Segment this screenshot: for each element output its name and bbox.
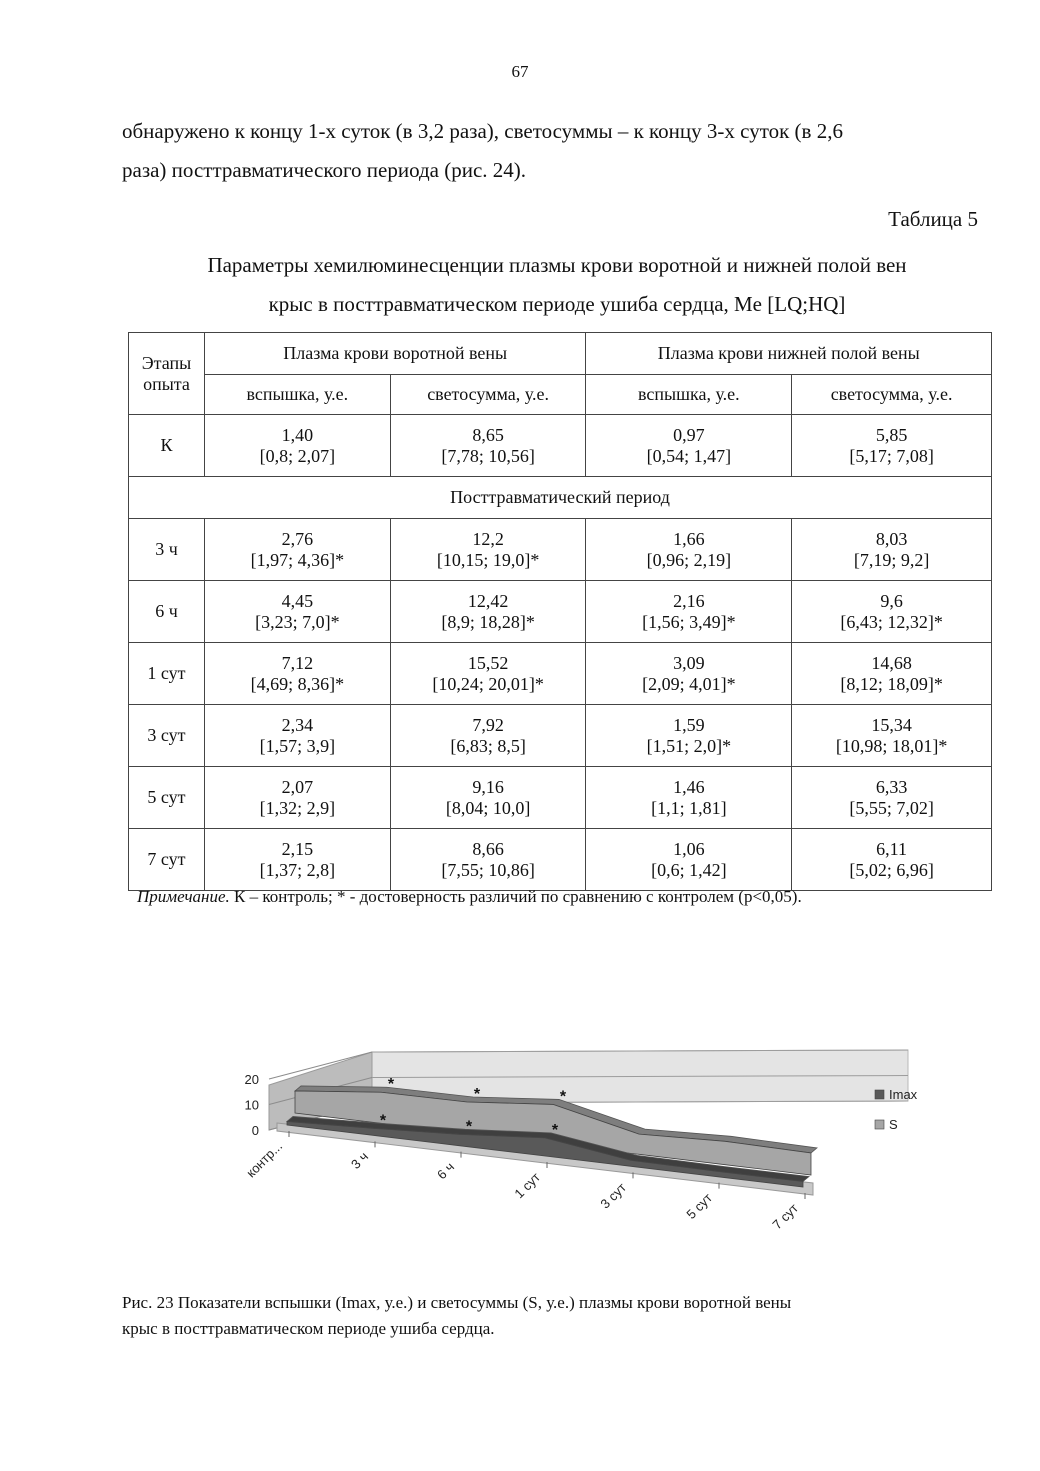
figure-caption — [122, 1290, 992, 1342]
table-row — [129, 705, 992, 767]
table-note — [137, 887, 802, 907]
median: 7,12 — [281, 652, 314, 673]
value-cell — [586, 519, 792, 581]
value-cell — [390, 643, 586, 705]
table-body — [129, 519, 992, 891]
range: [5,17; 7,08] — [849, 445, 934, 466]
value-cell — [390, 829, 586, 891]
value-cell — [586, 767, 792, 829]
x-tick-label: 1 сут — [511, 1169, 544, 1202]
value-cell — [390, 415, 586, 477]
median: 9,6 — [880, 590, 903, 611]
median: 1,66 — [673, 528, 705, 549]
table-row — [129, 767, 992, 829]
median: 8,66 — [472, 838, 504, 859]
caption-line-2: крыс в посттравматическом периоде ушиба сердца. — [122, 1319, 495, 1338]
median: 2,15 — [281, 838, 314, 859]
legend-swatch — [875, 1090, 884, 1099]
legend-label: S — [889, 1117, 898, 1132]
x-tick-label: 7 сут — [769, 1200, 802, 1233]
x-tick-label: 5 сут — [683, 1190, 716, 1222]
value-cell — [792, 643, 992, 705]
median: 1,40 — [281, 424, 314, 445]
range: [6,83; 8,5] — [450, 735, 526, 756]
value-cell — [204, 581, 390, 643]
y-tick-label: 0 — [251, 1123, 259, 1138]
series-imax-significance-marker: * — [379, 1112, 387, 1130]
median: 6,11 — [876, 838, 908, 859]
median: 5,85 — [875, 424, 908, 445]
value-cell — [204, 415, 390, 477]
series-s-significance-marker: * — [559, 1088, 567, 1106]
median: 2,76 — [281, 528, 314, 549]
subheader-flash: вспышка, у.е. — [204, 375, 390, 415]
x-tick-label: 3 сут — [597, 1179, 630, 1212]
data-table — [128, 332, 992, 891]
period-header: Посттравматический период — [129, 477, 992, 519]
stage-cell: 3 сут — [129, 705, 205, 767]
range: [10,15; 19,0]* — [436, 549, 540, 570]
stage-header-line-2: опыта — [143, 373, 190, 394]
paragraph-line-1: обнаружено к концу 1-х суток (в 3,2 раза), светосуммы – к концу 3-х суток (в 2,6 — [122, 119, 843, 143]
paragraph-line-2: раза) посттравматического периода (рис. 24). — [122, 158, 527, 182]
range: [7,78; 10,56] — [441, 445, 535, 466]
median: 8,03 — [875, 528, 908, 549]
range: [0,8; 2,07] — [259, 445, 336, 466]
stage-header — [129, 333, 205, 415]
series-imax-significance-marker: * — [551, 1121, 559, 1139]
stage-cell: 5 сут — [129, 767, 205, 829]
range: [1,32; 2,9] — [259, 797, 336, 818]
table-row — [129, 829, 992, 891]
area-chart-3d — [225, 990, 965, 1250]
value-cell — [586, 829, 792, 891]
series-s-significance-marker: * — [473, 1085, 481, 1103]
value-cell — [204, 519, 390, 581]
series-imax-significance-marker: * — [465, 1118, 473, 1136]
median: 0,97 — [673, 424, 705, 445]
value-cell — [204, 829, 390, 891]
value-cell — [390, 519, 586, 581]
median: 1,06 — [673, 838, 705, 859]
value-cell — [586, 705, 792, 767]
table-label: Таблица 5 — [888, 207, 978, 231]
group-header-vena-cava: Плазма крови нижней полой вены — [586, 333, 992, 375]
range: [1,37; 2,8] — [259, 859, 336, 880]
range: [0,6; 1,42] — [651, 859, 727, 880]
median: 12,2 — [472, 528, 504, 549]
value-cell — [586, 581, 792, 643]
range: [1,51; 2,0]* — [646, 735, 732, 756]
series-s-significance-marker: * — [387, 1076, 395, 1094]
range: [1,97; 4,36]* — [250, 549, 345, 570]
page-number: 67 — [511, 62, 529, 81]
range: [0,54; 1,47] — [646, 445, 732, 466]
median: 1,59 — [673, 714, 705, 735]
median: 12,42 — [467, 590, 509, 611]
median: 2,16 — [673, 590, 705, 611]
value-cell — [204, 705, 390, 767]
median: 2,07 — [281, 776, 314, 797]
range: [6,43; 12,32]* — [840, 611, 943, 632]
stage-cell: 3 ч — [129, 519, 205, 581]
median: 14,68 — [871, 652, 912, 673]
value-cell — [390, 705, 586, 767]
value-cell — [792, 415, 992, 477]
range: [10,24; 20,01]* — [432, 673, 544, 694]
median: 3,09 — [673, 652, 705, 673]
range: [4,69; 8,36]* — [250, 673, 345, 694]
range: [3,23; 7,0]* — [255, 611, 340, 632]
median: 1,46 — [673, 776, 705, 797]
subheader-lightsum: светосумма, у.е. — [390, 375, 586, 415]
stage-cell: К — [129, 415, 205, 477]
range: [1,1; 1,81] — [651, 797, 727, 818]
stage-header-line-1: Этапы — [141, 352, 192, 373]
table-row — [129, 519, 992, 581]
median: 7,92 — [472, 714, 504, 735]
median: 15,52 — [467, 652, 509, 673]
subheader-flash: вспышка, у.е. — [586, 375, 792, 415]
x-tick-label: 6 ч — [434, 1159, 458, 1183]
table-title-line-2: крыс в посттравматическом периоде ушиба сердца, Me [LQ;HQ] — [268, 292, 846, 316]
value-cell — [390, 581, 586, 643]
range: [7,55; 10,86] — [441, 859, 535, 880]
table-title-line-1: Параметры хемилюминесценции плазмы крови воротной и нижней полой вен — [207, 253, 907, 277]
range: [7,19; 9,2] — [853, 549, 930, 570]
range: [2,09; 4,01]* — [642, 673, 736, 694]
range: [5,55; 7,02] — [849, 797, 934, 818]
y-tick-label: 20 — [244, 1072, 259, 1087]
group-header-portal: Плазма крови воротной вены — [204, 333, 586, 375]
legend-swatch — [875, 1120, 884, 1129]
table-row — [129, 643, 992, 705]
range: [8,9; 18,28]* — [441, 611, 535, 632]
median: 15,34 — [871, 714, 912, 735]
subheader-lightsum: светосумма, у.е. — [792, 375, 992, 415]
range: [5,02; 6,96] — [849, 859, 934, 880]
value-cell — [792, 705, 992, 767]
median: 4,45 — [281, 590, 314, 611]
value-cell — [390, 767, 586, 829]
range: [8,04; 10,0] — [445, 797, 531, 818]
range: [1,56; 3,49]* — [642, 611, 736, 632]
value-cell — [586, 643, 792, 705]
table-row — [129, 581, 992, 643]
range: [10,98; 18,01]* — [835, 735, 948, 756]
median: 2,34 — [281, 714, 314, 735]
median: 9,16 — [472, 776, 504, 797]
range: [8,12; 18,09]* — [840, 673, 943, 694]
median: 8,65 — [472, 424, 504, 445]
median: 6,33 — [875, 776, 908, 797]
stage-cell: 1 сут — [129, 643, 205, 705]
value-cell — [204, 767, 390, 829]
note-text: К – контроль; * - достоверность различий по сравнению с контролем (р<0,05). — [229, 887, 802, 906]
value-cell — [792, 829, 992, 891]
range: [0,96; 2,19] — [646, 549, 732, 570]
chart-svg — [225, 990, 965, 1250]
caption-line-1: Рис. 23 Показатели вспышки (Imax, у.е.) и светосуммы (S, у.е.) плазмы крови воротной вены — [122, 1293, 792, 1312]
value-cell — [792, 581, 992, 643]
range: [1,57; 3,9] — [259, 735, 336, 756]
stage-cell: 6 ч — [129, 581, 205, 643]
x-tick-label: 3 ч — [348, 1148, 372, 1172]
value-cell — [792, 519, 992, 581]
table-row — [129, 415, 992, 477]
legend-label: Imax — [889, 1087, 918, 1102]
y-tick-label: 10 — [244, 1097, 259, 1113]
note-label: Примечание. — [137, 887, 230, 906]
x-tick-label: контр... — [243, 1138, 286, 1181]
value-cell — [204, 643, 390, 705]
stage-cell: 7 сут — [129, 829, 205, 891]
value-cell — [586, 415, 792, 477]
value-cell — [792, 767, 992, 829]
